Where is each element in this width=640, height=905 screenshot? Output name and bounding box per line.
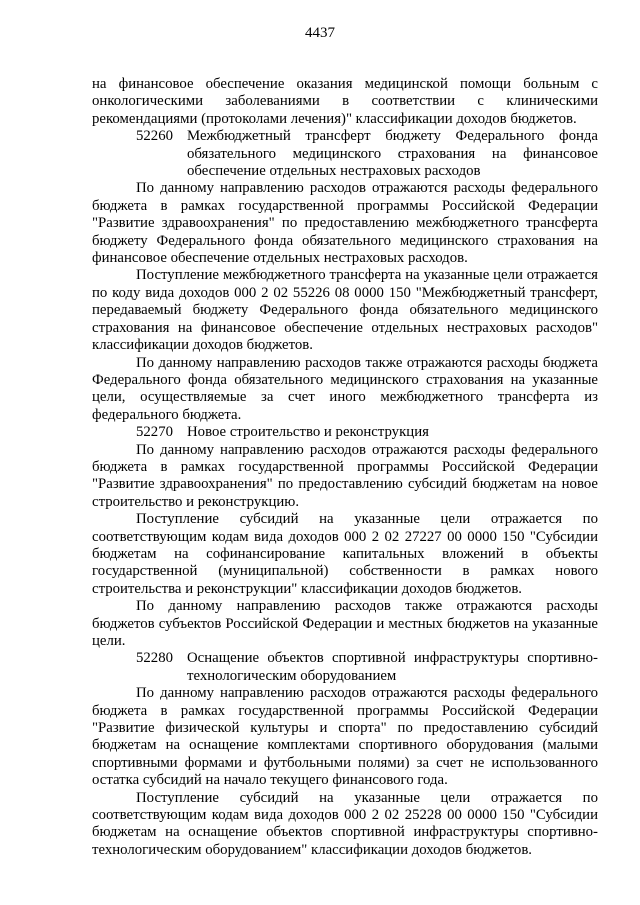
paragraph: Поступление субсидий на указанные цели отражается по соответствующим кодам вида доходов 000 2 02 27227 00 0000 150 "Субсидии бюджетам на софинансирование капитальных вложений в объекты государственной (муниципальной) собственности в рамках нового строительства и реконструкции" классификации доходов бюджетов.	[92, 511, 598, 597]
section-heading-52280	[92, 650, 598, 685]
section-code: 52260	[136, 128, 173, 145]
section-heading-52260	[92, 128, 598, 180]
paragraph: По данному направлению расходов отражаются расходы федерального бюджета в рамках государственной программы Российской Федерации "Развитие здравоохранения" по предоставлению межбюджетного трансферта бюджету Федерального фонда обязательного медицинского страхования на финансовое обеспечение отдельных нестраховых расходов.	[92, 180, 598, 267]
paragraph: По данному направлению расходов отражаются расходы федерального бюджета в рамках государственной программы Российской Федерации "Развитие физической культуры и спорта" по предоставлению субсидий бюджетам на оснащение комплектами спортивного оборудования (малыми спортивными формами и футбольными полями) за счет не использованного остатка субсидий на начало текущего финансового года.	[92, 685, 598, 789]
section-title: Оснащение объектов спортивной инфраструктуры спортивно-технологическим оборудованием	[187, 650, 598, 684]
section-title: Межбюджетный трансферт бюджету Федерального фонда обязательного медицинского страхования на финансовое обеспечение отдельных нестраховых расходов	[187, 128, 598, 180]
paragraph: Поступление межбюджетного трансферта на указанные цели отражается по коду вида доходов 000 2 02 55226 08 0000 150 "Межбюджетный трансферт, передаваемый бюджету Федерального фонда обязательного медицинского страхования на финансовое обеспечение отдельных нестраховых расходов" классификации доходов бюджетов.	[92, 267, 598, 354]
section-title: Новое строительство и реконструкция	[187, 424, 429, 441]
paragraph-continuation: на финансовое обеспечение оказания медицинской помощи больным с онкологическими заболеваниями в соответствии с клиническими рекомендациями (протоколами лечения)" классификации доходов бюджетов.	[92, 76, 598, 127]
paragraph: Поступление субсидий на указанные цели отражается по соответствующим кодам вида доходов 000 2 02 25228 00 0000 150 "Субсидии бюджетам на оснащение объектов спортивной инфраструктуры спортивно-технологическим оборудованием" классификации доходов бюджетов.	[92, 789, 598, 858]
section-code: 52270	[136, 424, 173, 441]
section-code: 52280	[136, 650, 173, 667]
document-body	[92, 76, 598, 859]
paragraph: По данному направлению расходов также отражаются расходы бюджетов субъектов Российской Федерации и местных бюджетов на указанные цели.	[92, 598, 598, 649]
paragraph: По данному направлению расходов отражаются расходы федерального бюджета в рамках государственной программы Российской Федерации "Развитие здравоохранения" по предоставлению субсидий бюджетам на новое строительство и реконструкцию.	[92, 441, 598, 510]
paragraph: По данному направлению расходов также отражаются расходы бюджета Федерального фонда обязательного медицинского страхования на указанные цели, осуществляемые за счет иного межбюджетного трансферта из федерального бюджета.	[92, 354, 598, 423]
page-number: 4437	[305, 25, 335, 41]
section-heading-52270	[92, 424, 598, 441]
